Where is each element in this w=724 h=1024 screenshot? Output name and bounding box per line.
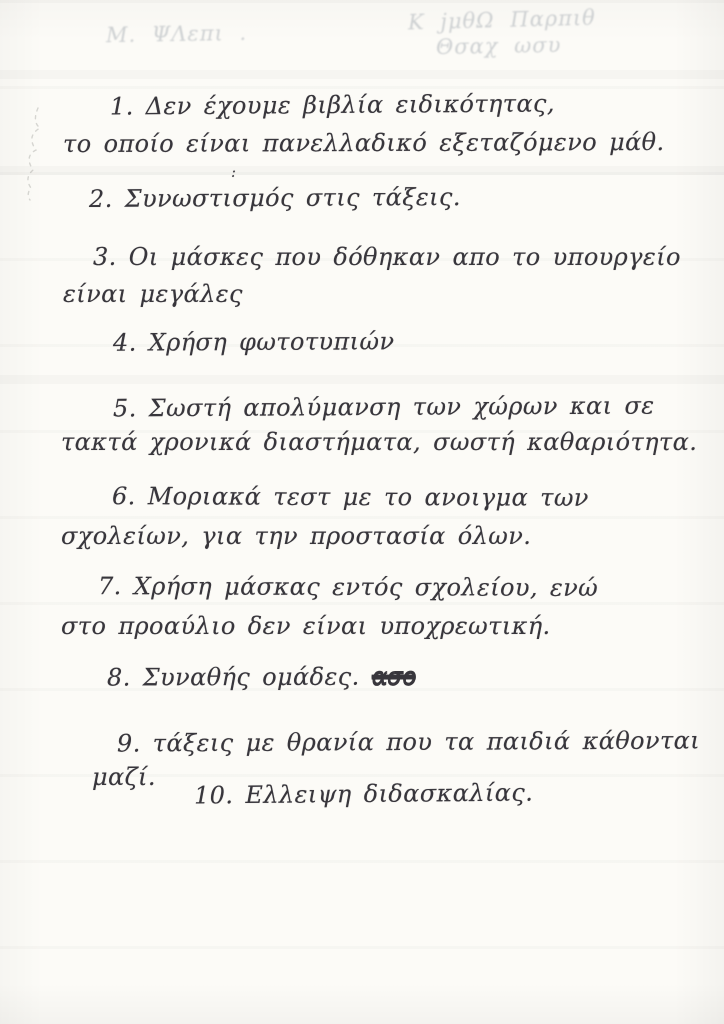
scan-streak	[0, 70, 724, 79]
handwritten-line: 6. Μοριακά τεστ με το ανοιγμα των	[111, 482, 589, 512]
handwritten-line: 3. Οι μάσκες που δόθηκαν απο το υπουργείο	[93, 243, 681, 271]
stray-colon-mark: :	[231, 163, 237, 181]
scan-edge-artifact	[8, 100, 58, 210]
handwritten-line: 2. Συνωστισμός στις τάξεις.	[88, 183, 461, 213]
handwritten-line: 4. Χρήση φωτοτυπιών	[112, 327, 395, 357]
handwritten-line: 1. Δεν έχουμε βιβλία ειδικότητας,	[109, 89, 555, 121]
handwritten-line: μαζί.	[92, 763, 156, 791]
handwritten-line: 5. Σωστή απολύμανση των χώρων και σε	[112, 391, 655, 423]
handwritten-line: σχολείων, για την προστασία όλων.	[61, 522, 532, 550]
scan-streak	[0, 166, 724, 175]
scan-streak	[0, 375, 724, 384]
handwritten-line: 10. Ελλειψη διδασκαλίας.	[193, 778, 534, 810]
ghost-pencil-note-right-line2: Θσαχ ωσυ	[435, 32, 562, 60]
handwritten-line: στο προαύλιο δεν είναι υποχρεωτική.	[61, 612, 551, 640]
handwritten-line: το οποίο είναι πανελλαδικό εξεταζόμενο μάθ.	[62, 127, 665, 159]
handwritten-line: 8. Συναθής ομάδες. ασο	[106, 662, 416, 692]
crossed-out-word: ασο	[371, 662, 416, 691]
ghost-pencil-note-left: Μ. ΨΛεπι .	[105, 20, 248, 48]
handwritten-line: 9. τάξεις με θρανία που τα παιδιά κάθονται	[116, 726, 701, 758]
ghost-pencil-note-right-line1: Κ ϳμθΩ Παρπιθ	[407, 5, 597, 35]
handwritten-line: τακτά χρονικά διαστήματα, σωστή καθαριότητα.	[61, 428, 698, 456]
handwritten-line: 7. Χρήση μάσκας εντός σχολείου, ενώ	[97, 572, 599, 602]
handwritten-line: είναι μεγάλες	[63, 280, 243, 308]
